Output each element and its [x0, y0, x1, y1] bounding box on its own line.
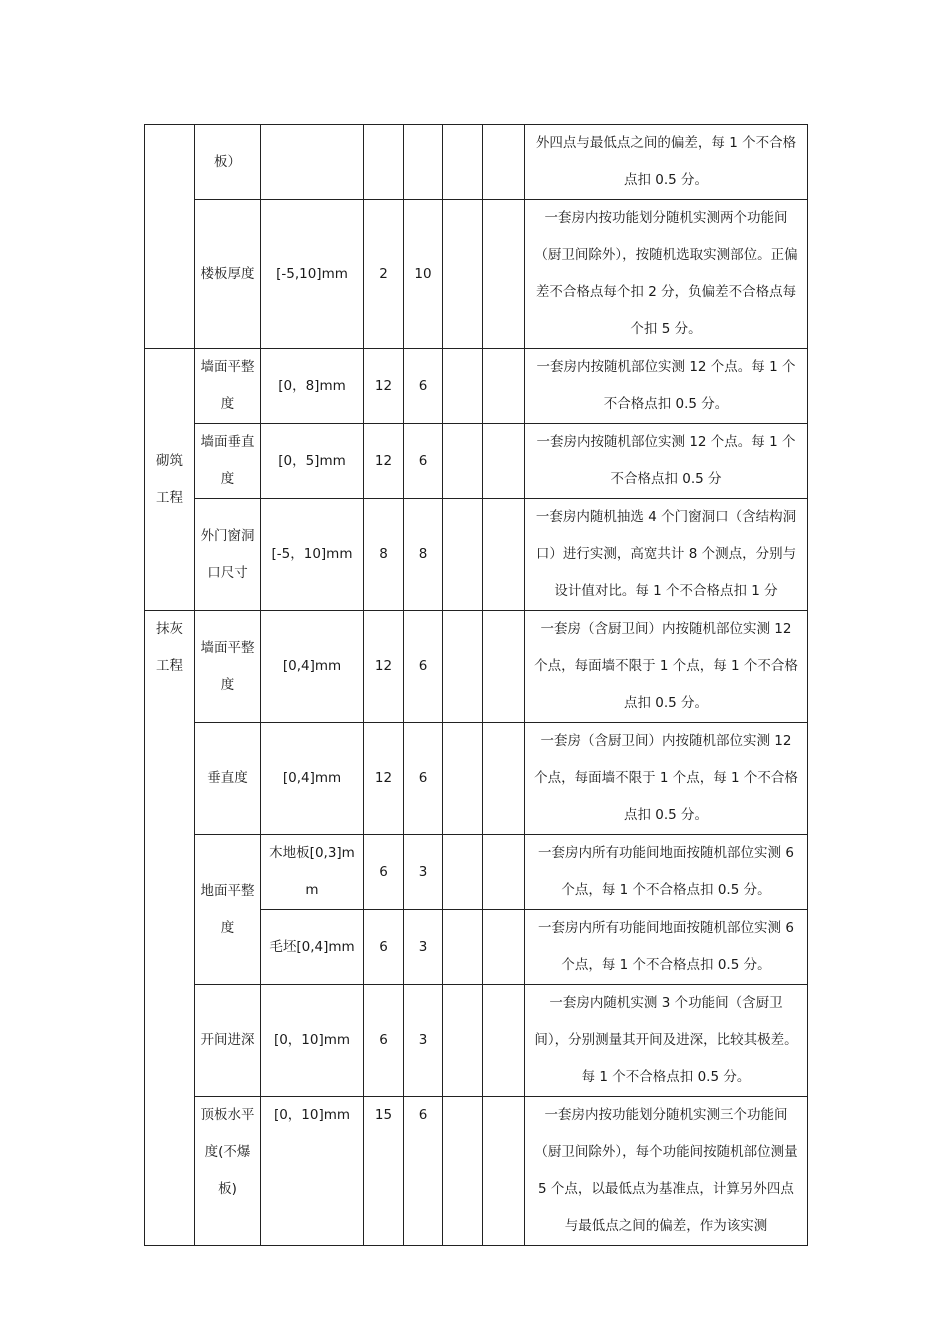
description-cell: 外四点与最低点之间的偏差，每 1 个不合格点扣 0.5 分。	[525, 125, 808, 200]
description-cell: 一套房内所有功能间地面按随机部位实测 6 个点，每 1 个不合格点扣 0.5 分。	[525, 835, 808, 910]
blank-cell	[443, 349, 483, 424]
blank-cell	[443, 835, 483, 910]
item-cell: 外门窗洞口尺寸	[195, 499, 261, 611]
description-cell: 一套房（含厨卫间）内按随机部位实测 12 个点，每面墙不限于 1 个点，每 1 个不合格点扣 0.5 分。	[525, 611, 808, 723]
blank-cell	[443, 125, 483, 200]
blank-cell	[483, 424, 525, 499]
inspection-table	[144, 124, 808, 1246]
standard-cell: [0，5]mm	[261, 424, 364, 499]
blank-cell	[443, 424, 483, 499]
description-cell: 一套房内所有功能间地面按随机部位实测 6 个点，每 1 个不合格点扣 0.5 分。	[525, 910, 808, 985]
points-cell: 12	[364, 424, 404, 499]
blank-cell	[483, 1097, 525, 1246]
standard-cell: [-5，10]mm	[261, 499, 364, 611]
standard-cell: [0，10]mm	[261, 1097, 364, 1246]
description-cell: 一套房内随机实测 3 个功能间（含厨卫间），分别测量其开间及进深，比较其极差。每 1 个不合格点扣 0.5 分。	[525, 985, 808, 1097]
score-cell	[404, 125, 443, 200]
table-row	[145, 1097, 808, 1246]
blank-cell	[483, 125, 525, 200]
blank-cell	[483, 611, 525, 723]
description-cell: 一套房内随机抽选 4 个门窗洞口（含结构洞口）进行实测，高宽共计 8 个测点，分别与设计值对比。每 1 个不合格点扣 1 分	[525, 499, 808, 611]
item-cell: 墙面平整度	[195, 349, 261, 424]
item-cell: 楼板厚度	[195, 200, 261, 349]
blank-cell	[443, 611, 483, 723]
table-row	[145, 723, 808, 835]
points-cell: 2	[364, 200, 404, 349]
blank-cell	[483, 200, 525, 349]
standard-cell: [0，8]mm	[261, 349, 364, 424]
item-cell: 垂直度	[195, 723, 261, 835]
points-cell	[364, 125, 404, 200]
blank-cell	[483, 723, 525, 835]
score-cell: 6	[404, 424, 443, 499]
score-cell: 6	[404, 349, 443, 424]
blank-cell	[443, 1097, 483, 1246]
points-cell: 8	[364, 499, 404, 611]
points-cell: 15	[364, 1097, 404, 1246]
score-cell: 3	[404, 910, 443, 985]
item-cell: 顶板水平度(不爆板)	[195, 1097, 261, 1246]
description-cell: 一套房内按功能划分随机实测三个功能间（厨卫间除外），每个功能间按随机部位测量 5 个点，以最低点为基准点，计算另外四点与最低点之间的偏差，作为该实测	[525, 1097, 808, 1246]
item-cell: 开间进深	[195, 985, 261, 1097]
table-row	[145, 985, 808, 1097]
blank-cell	[483, 910, 525, 985]
standard-cell: [0,4]mm	[261, 723, 364, 835]
standard-cell: [-5,10]mm	[261, 200, 364, 349]
item-cell: 地面平整度	[195, 835, 261, 985]
blank-cell	[483, 499, 525, 611]
table-row	[145, 349, 808, 424]
table-row	[145, 499, 808, 611]
table-row	[145, 125, 808, 200]
score-cell: 3	[404, 835, 443, 910]
category-cell: 砌筑工程	[145, 349, 195, 611]
points-cell: 12	[364, 611, 404, 723]
description-cell: 一套房内按随机部位实测 12 个点。每 1 个不合格点扣 0.5 分	[525, 424, 808, 499]
table-row	[145, 424, 808, 499]
table-row	[145, 611, 808, 723]
score-cell: 3	[404, 985, 443, 1097]
points-cell: 6	[364, 910, 404, 985]
standard-cell	[261, 125, 364, 200]
score-cell: 6	[404, 723, 443, 835]
category-cell	[145, 125, 195, 349]
points-cell: 6	[364, 835, 404, 910]
blank-cell	[443, 723, 483, 835]
description-cell: 一套房（含厨卫间）内按随机部位实测 12 个点，每面墙不限于 1 个点，每 1 个不合格点扣 0.5 分。	[525, 723, 808, 835]
item-cell: 板）	[195, 125, 261, 200]
blank-cell	[483, 835, 525, 910]
score-cell: 8	[404, 499, 443, 611]
category-cell: 抹灰工程	[145, 611, 195, 1246]
table-row	[145, 835, 808, 910]
score-cell: 6	[404, 1097, 443, 1246]
item-cell: 墙面垂直度	[195, 424, 261, 499]
score-cell: 6	[404, 611, 443, 723]
standard-cell: [0,4]mm	[261, 611, 364, 723]
points-cell: 6	[364, 985, 404, 1097]
blank-cell	[483, 349, 525, 424]
standard-cell: 毛坯[0,4]mm	[261, 910, 364, 985]
description-cell: 一套房内按功能划分随机实测两个功能间（厨卫间除外），按随机选取实测部位。正偏差不合格点每个扣 2 分，负偏差不合格点每个扣 5 分。	[525, 200, 808, 349]
item-cell: 墙面平整度	[195, 611, 261, 723]
blank-cell	[443, 200, 483, 349]
blank-cell	[443, 499, 483, 611]
points-cell: 12	[364, 349, 404, 424]
standard-cell: 木地板[0,3]mm	[261, 835, 364, 910]
table-row	[145, 200, 808, 349]
description-cell: 一套房内按随机部位实测 12 个点。每 1 个不合格点扣 0.5 分。	[525, 349, 808, 424]
standard-cell: [0，10]mm	[261, 985, 364, 1097]
score-cell: 10	[404, 200, 443, 349]
blank-cell	[443, 910, 483, 985]
points-cell: 12	[364, 723, 404, 835]
blank-cell	[483, 985, 525, 1097]
blank-cell	[443, 985, 483, 1097]
